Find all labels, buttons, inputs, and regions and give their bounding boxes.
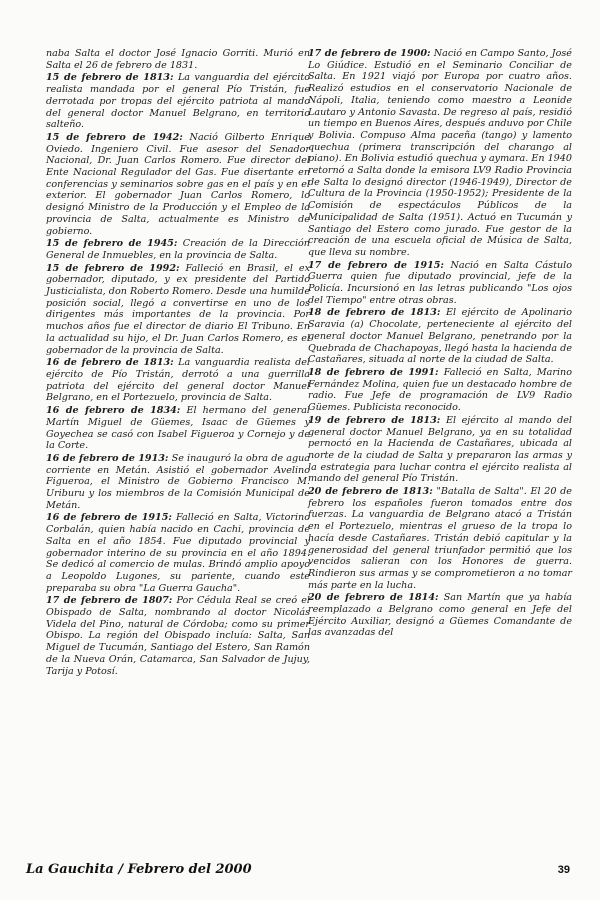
entry [46, 132, 310, 237]
entry [46, 453, 310, 512]
entry-text: Falleció en Brasil, el ex gobernador, diputado, y ex presidente del Partido Justicialista, don Roberto Romero. Desde una humilde posición social, llegó a convertirse en uno de los dirigentes más importantes de la provincia. Por muchos años fue el director de diario El Tribuno. En la actualidad su hijo, el Dr. Juan Carlos Romero, es el gobernador de la provincia de Salta. [46, 262, 310, 356]
entry-text: San Martín que ya había reemplazado a Belgrano como general en Jefe del Ejército Auxiliar, designó a Güemes Comandante de las avanzadas del [308, 592, 572, 639]
entry-date: 18 de febrero de 1991: [308, 366, 439, 378]
entry [46, 357, 310, 404]
entry-text: Nació en Salta Cástulo Guerra quien fue diputado provincial, jefe de la Policía. Incursionó en las letras publicando "Los ojos del Tiempo" entre otras obras. [308, 259, 572, 306]
entry-text: El ejército de Apolinario Saravia (a) Chocolate, perteneciente al ejército del general doctor Manuel Belgrano, penetrando por la Quebrada de Chachapoyas, llegó hasta la hacienda de Castañares, situada al norte de la ciudad de Salta. [308, 307, 572, 366]
entry [308, 260, 572, 307]
entry [46, 238, 310, 261]
magazine-title: La Gauchita / Febrero del 2000 [26, 862, 252, 877]
entry-date: 20 de febrero de 1814: [308, 592, 439, 604]
entry-text: naba Salta el doctor José Ignacio Gorriti. Murió en Salta el 26 de febrero de 1831. [46, 48, 310, 71]
entry-date: 15 de febrero de 1945: [46, 238, 178, 250]
entry [308, 592, 572, 639]
entry-text: "Batalla de Salta". El 20 de febrero los españoles fueron tomados entre dos fuerzas. La vanguardia de Belgrano atacó a Tristán en el Portezuelo, mientras el grueso de la tropa lo hacía desde Castañares. Tristán debió capitular y la generosidad del general triunfador permitió que los vencidos salieran con los Honores de guerra. Rindieron sus armas y se comprometieron a no tomar más parte en la lucha. [308, 486, 572, 591]
footer [26, 862, 570, 882]
entry-text: Falleció en Salta, Marino Fernández Molina, quien fue un destacado hombre de radio. Fue Jefe de programación de LV9 Radio Güemes. Publicista reconocido. [308, 366, 572, 414]
entry-text: Falleció en Salta, Victorino Corbalán, quien había nacido en Cachi, provincia de Salta en el año 1854. Fue diputado provincial y gobernador interino de su provincia en el año 1894. Se dedicó al comercio de mulas. Brindó amplio apoyo a Leopoldo Lugones, su pariente, cuando este preparaba su obra "La Guerra Gaucha". [46, 512, 310, 594]
entry-date: 17 de febrero de 1900: [308, 48, 431, 59]
entry [308, 367, 572, 414]
entry [46, 72, 310, 131]
entry-date: 16 de febrero de 1913: [46, 452, 169, 464]
entry-date: 15 de febrero de 1813: [46, 72, 174, 84]
entry [46, 595, 310, 677]
entry-date: 20 de febrero de 1813: [308, 486, 433, 498]
left-column [46, 48, 310, 678]
entry-date: 18 de febrero de 1813: [308, 307, 441, 319]
entry-text: Nació en Campo Santo, José Lo Giúdice. Estudió en el Seminario Conciliar de Salta. En 1921 viajó por Europa por cuatro años. Realizó estudios en el conservatorio Nacionale de Nápoli, Italia, teniendo como maestro a Leonide Lautaro y Antonio Savasta. De regreso al país, residió un tiempo en Buenos Aires, después anduvo por Chile y Bolivia. Compuso Alma paceña (tango) y lamento quechua (primera transcripción del charango al piano). En Bolivia estudió quechua y aymara. En 1940 retornó a Salta donde la emisora LV9 Radio Provincia de Salta lo designó director (1946-1949), Director de Cultura de la Provincia (1950-1952); Presidente de la Comisión de espectáculos Públicos de la Municipalidad de Salta (1951). Actuó en Tucumán y Santiago del Estero como jurado. Fue gestor de la creación de una escuela oficial de Música de Salta, que lleva su nombre. [308, 48, 572, 258]
entry-date: 16 de febrero de 1813: [46, 357, 174, 369]
page-number: 39 [557, 864, 570, 876]
entry-text: La vanguardia del ejército realista mandada por el general Pío Tristán, fue derrotada por tropas del ejército patriota al mando del general doctor Manuel Belgrano, en territorio salteño. [46, 72, 310, 131]
entry-date: 16 de febrero de 1915: [46, 512, 172, 524]
entry-text: Por Cédula Real se creó el Obispado de Salta, nombrando al doctor Nicolás Videla del Pino, natural de Córdoba; como su primer Obispo. La región del Obispado incluía: Salta, San Miguel de Tucumán, Santiago del Estero, San Ramón de la Nueva Orán, Catamarca, San Salvador de Jujuy, Tarija y Potosí. [46, 595, 310, 677]
right-column [308, 48, 572, 640]
entry-text: El ejército al mando del general doctor Manuel Belgrano, ya en su totalidad pernoctó en la Hacienda de Castañares, ubicada al norte de la ciudad de Salta y prepararon las armas y la estrategia para luchar contra el ejército realista al mando del general Pío Tristán. [308, 414, 572, 485]
entry [308, 415, 572, 485]
entry-date: 15 de febrero de 1992: [46, 262, 180, 274]
entry-text: Nació Gilberto Enrique Oviedo. Ingeniero Civil. Fue asesor del Senador Nacional, Dr. Juan Carlos Romero. Fue director del Ente Nacional Regulador del Gas. Fue disertante en conferencias y seminarios sobre gas en el país y en el exterior. El gobernador Juan Carlos Romero, lo designó Ministro de la Producción y el Empleo de la provincia de Salta, actualmente es Ministro de gobierno. [46, 131, 310, 237]
entry [46, 405, 310, 452]
entry [46, 512, 310, 594]
entry-text: El hermano del general Martín Miguel de Güemes, Isaac de Güemes y Goyechea se casó con Isabel Figueroa y Cornejo y de la Corte. [46, 405, 310, 452]
entry [308, 486, 572, 591]
entry-text: La vanguardia realista del ejército de Pío Tristán, derrotó a una guerrilla patriota del ejército del general doctor Manuel Belgrano, en el Portezuelo, provincia de Salta. [46, 357, 310, 404]
entry-date: 17 de febrero de 1807: [46, 595, 173, 607]
entry-date: 16 de febrero de 1834: [46, 405, 181, 417]
entry-text: Se inauguró la obra de agua corriente en Metán. Asistió el gobernador Avelino Figueroa, el Ministro de Gobierno Francisco M. Uriburu y los miembros de la Comisión Municipal de Metán. [46, 452, 310, 511]
entry-date: 17 de febrero de 1915: [308, 259, 444, 271]
entry [46, 263, 310, 357]
entry [308, 307, 572, 366]
entry-date: 15 de febrero de 1942: [46, 131, 183, 143]
entry-text: Creación de la Dirección General de Inmuebles, en la provincia de Salta. [46, 238, 310, 261]
entry-date: 19 de febrero de 1813: [308, 414, 441, 426]
entry [46, 48, 310, 71]
entry [308, 48, 572, 259]
